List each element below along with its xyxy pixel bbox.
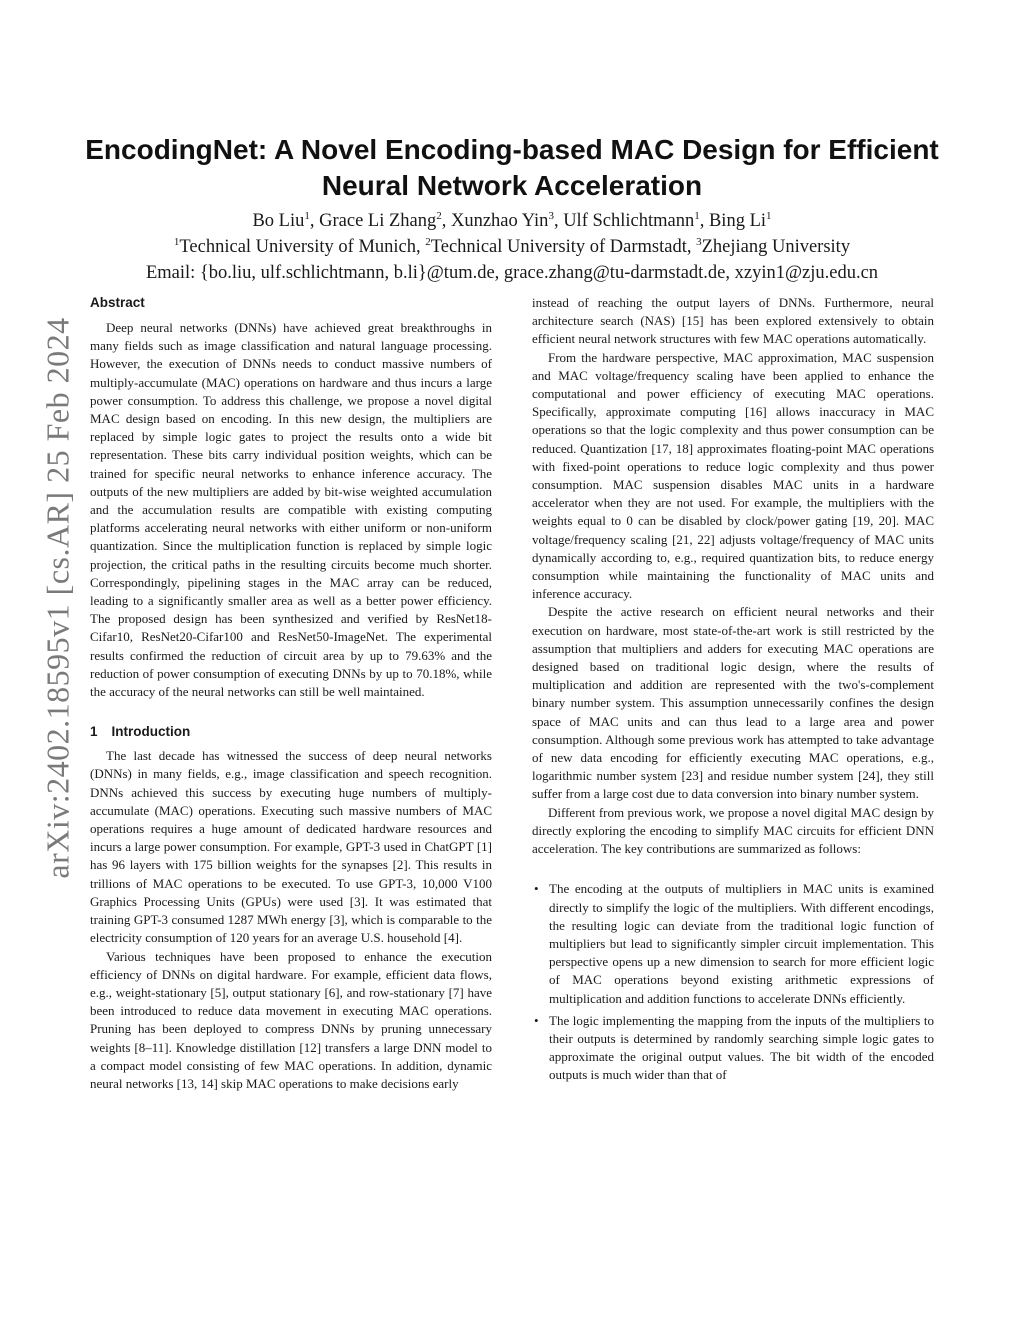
title-line-2: Neural Network Acceleration bbox=[321, 170, 703, 201]
list-item bbox=[532, 880, 934, 1007]
affiliation-number: 1 bbox=[173, 235, 180, 248]
contribution-text: The logic implementing the mapping from the inputs of the multipliers to their outputs is determined by randomly searching simple logic gates to approximate the original output values. The bit width of the encoded outputs is much wider than that of bbox=[549, 1012, 934, 1083]
author-block bbox=[60, 208, 964, 286]
email-line: Email: {bo.liu, ulf.schlichtmann, b.li}@tum.de, grace.zhang@tu-darmstadt.de, xzyin1@zju.edu.cn bbox=[145, 263, 879, 283]
affiliation-name: Technical University of Darmstadt bbox=[430, 237, 687, 257]
section-number: 1 bbox=[90, 724, 98, 740]
affiliation-list: $^1$Technical University of Munich, $^2$Technical University of Darmstadt, $^3$Zhejiang University bbox=[173, 235, 851, 257]
affiliation-number: 2 bbox=[425, 235, 431, 248]
author-affiliation-mark: 1 bbox=[694, 209, 700, 222]
author-name: Bing Li bbox=[708, 211, 767, 231]
contribution-text: The encoding at the outputs of multipliers in MAC units is examined directly to simplify the logic of the multipliers. With different encodings, the resulting logic can deviate from the traditional logic function of multipliers but lead to significantly simpler circuit implementation. This perspective opens up a new dimension to search for more efficient logic of MAC operations beyond existing arithmetic expressions of multiplication and addition functions to accelerate DNNs efficiently. bbox=[549, 881, 934, 1006]
affiliation-name: Zhejiang University bbox=[701, 237, 851, 257]
author-name: Grace Li Zhang bbox=[319, 211, 437, 231]
arxiv-identifier-stamp: arXiv:2402.18595v1 [cs.AR] 25 Feb 2024 bbox=[39, 317, 76, 879]
intro-paragraph-5: Different from previous work, we propose a novel digital MAC design by directly exploring the encoding to simplify MAC circuits for efficient DNN acceleration. The key contributions are summarized as follows: bbox=[532, 804, 934, 857]
introduction-heading bbox=[90, 723, 492, 741]
intro-paragraph-2-continued: instead of reaching the output layers of DNNs. Furthermore, neural architecture search (NAS) [15] has been explored extensively to obtain efficient neural network structures with few MAC operations automatically. bbox=[532, 295, 934, 347]
paper-title bbox=[60, 132, 964, 204]
author-affiliation-mark: 3 bbox=[548, 209, 554, 222]
author-name: Xunzhao Yin bbox=[450, 211, 549, 231]
author-affiliation-mark: 2 bbox=[436, 209, 442, 222]
right-column bbox=[532, 294, 934, 1089]
affiliation-number: 3 bbox=[696, 235, 702, 248]
author-name: Ulf Schlichtmann bbox=[563, 211, 695, 231]
left-column bbox=[90, 294, 492, 1093]
intro-paragraph-1: The last decade has witnessed the success of deep neural networks (DNNs) in many fields, e.g., image classification and speech recognition. DNNs achieved this success by executing huge numbers of multiply-accumulate (MAC) operations. Executing such massive numbers of MAC operations requires a huge amount of dedicated hardware resources and incurs a large power consumption. For example, GPT-3 used in ChatGPT [1] has 96 layers with 175 billion weights for the synapses [2]. This results in trillions of MAC operations to be executed. To use GPT-3, 10,000 V100 Graphics Processing Units (GPUs) were used [3]. It was estimated that training GPT-3 consumed 1287 MWh energy [3], which is comparable to the electricity consumption of 120 years for an average U.S. household [4]. bbox=[90, 748, 492, 946]
intro-paragraph-2: Various techniques have been proposed to enhance the execution efficiency of DNNs on digital hardware. For example, efficient data flows, e.g., weight-stationary [5], output stationary [6], and row-stationary [7] have been introduced to reduce data movement in executing MAC operations. Pruning has been deployed to compress DNNs by pruning unnecessary weights [8–11]. Knowledge distillation [12] transfers a large DNN model to a compact model consisting of few MAC operations. In addition, dynamic neural networks [13, 14] skip MAC operations to make decisions early bbox=[90, 948, 492, 1091]
abstract-text: Deep neural networks (DNNs) have achieved great breakthroughs in many fields such as image classification and natural language processing. However, the execution of DNNs needs to conduct massive numbers of multiply-accumulate (MAC) operations on hardware and thus incurs a large power consumption. To address this challenge, we propose a novel digital MAC design based on encoding. In this new design, the multipliers are replaced by simple logic gates to project the results onto a wide bit representation. These bits carry individual position weights, which can be trained for specific neural networks to enhance inference accuracy. The outputs of the new multipliers are added by bit-wise weighted accumulation and the accumulation results are compatible with existing computing platforms accelerating neural networks with either uniform or non-uniform quantization. Since the multiplication function is replaced by simple logic projection, the critical paths in the resulting circuits become much shorter. Correspondingly, pipelining stages in the MAC array can be reduced, leading to a significantly smaller area as well as a better power efficiency. The proposed design has been synthesized and verified by ResNet18-Cifar10, ResNet20-Cifar100 and ResNet50-ImageNet. The experimental results confirmed the reduction of circuit area by up to 79.63% and the reduction of power consumption of executing DNNs by up to 70.18%, while the accuracy of the neural networks can still be well maintained. bbox=[90, 320, 492, 700]
section-title: Introduction bbox=[111, 724, 191, 740]
affiliation-name: Technical University of Munich bbox=[179, 237, 416, 257]
abstract-heading: Abstract bbox=[90, 295, 145, 310]
author-affiliation-mark: 1 bbox=[766, 209, 772, 222]
author-list: Bo Liu$^1$, Grace Li Zhang$^2$, Xunzhao Yin$^3$, Ulf Schlichtmann$^1$, Bing Li$^1$ bbox=[252, 209, 772, 231]
bullet-icon: • bbox=[534, 881, 539, 897]
contribution-list bbox=[532, 880, 934, 1084]
author-affiliation-mark: 1 bbox=[304, 209, 310, 222]
intro-paragraph-3: From the hardware perspective, MAC approximation, MAC suspension and MAC voltage/frequency scaling have been applied to enhance the computational and power efficiency of executing MAC operations. Specifically, approximate computing [16] allows inaccuracy in MAC operations so that the logic complexity and thus power consumption can be reduced. Quantization [17, 18] approximates floating-point MAC operations with fixed-point operations to reduce logic complexity and thus power consumption. MAC suspension disables MAC units in a hardware accelerator when they are not used. For example, the multipliers with the weights equal to 0 can be disabled by clock/power gating [19, 20]. MAC voltage/frequency scaling [21, 22] adjusts voltage/frequency of MAC units dynamically according to, e.g., required quantization bits, to reduce energy consumption while maintaining the functionality of MAC units and inference accuracy. bbox=[532, 349, 934, 602]
intro-paragraph-4: Despite the active research on efficient neural networks and their execution on hardware, most state-of-the-art work is still restricted by the assumption that multipliers and adders for executing MAC operations are designed based on traditional logic design, where the results of multiplication and addition are represented with the two's-complement binary number system. This assumption unnecessarily confines the design space of MAC units and can thus lead to a large area and power consumption. Although some previous work has attempted to take advantage of new data encoding for efficiently executing MAC operations, e.g., logarithmic number system [23] and residue number system [24], they still suffer from a large cost due to data conversion into binary number system. bbox=[532, 604, 934, 802]
bullet-icon: • bbox=[534, 1012, 539, 1028]
list-item bbox=[532, 1012, 934, 1085]
title-line-1: EncodingNet: A Novel Encoding-based MAC Design for Efficient bbox=[85, 134, 939, 165]
author-name: Bo Liu bbox=[252, 211, 305, 231]
